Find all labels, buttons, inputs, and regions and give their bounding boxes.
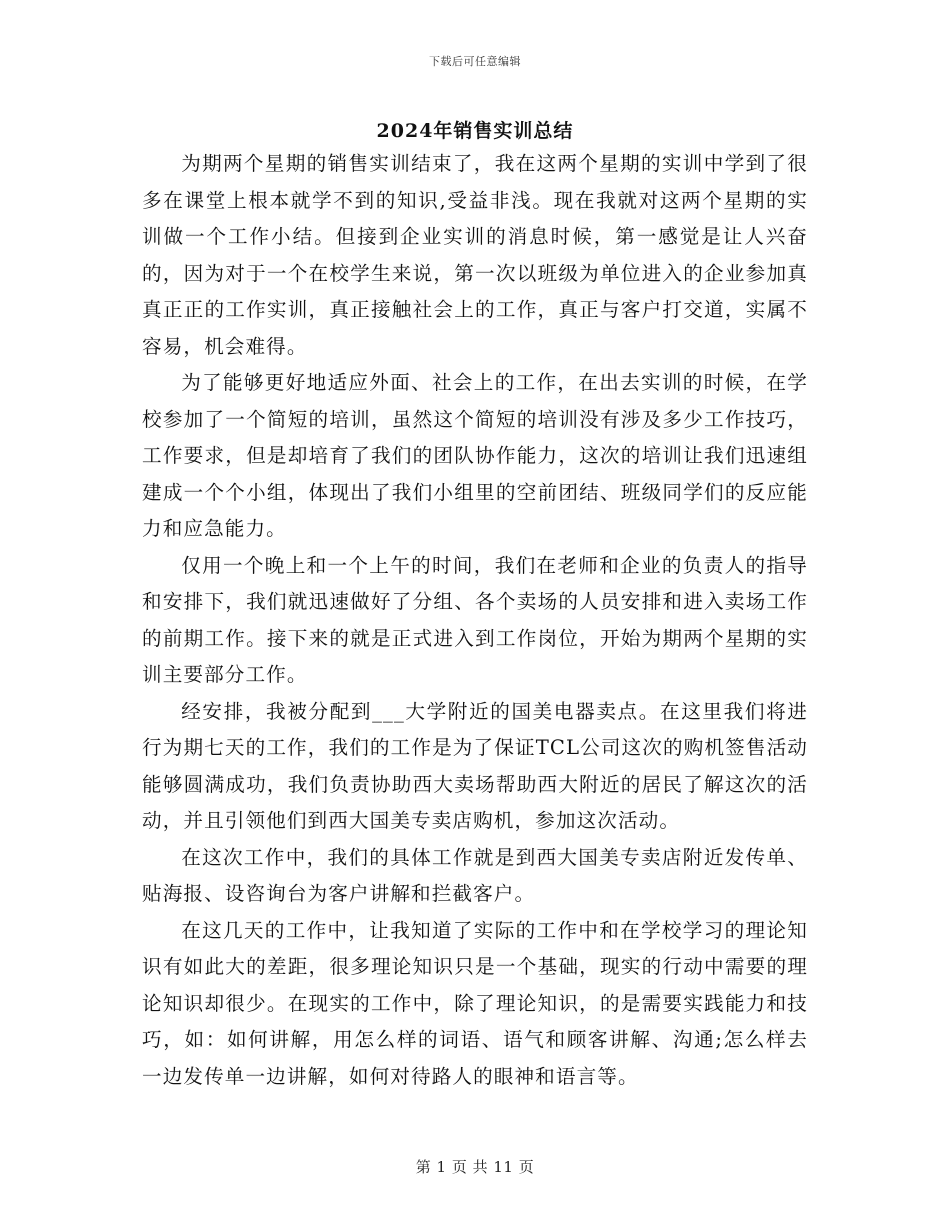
document-title: 2024年销售实训总结 [376,120,574,142]
paragraph: 为期两个星期的销售实训结束了，我在这两个星期的实训中学到了很多在课堂上根本就学不到的知识,受益非浅。现在我就对这两个星期的实训做一个工作小结。但接到企业实训的消息时候，第一感觉是让人兴奋的，因为对于一个在校学生来说，第一次以班级为单位进入的企业参加真真正正的工作实训，真正接触社会上的工作，真正与客户打交道，实属不容易，机会难得。 [142,152,808,358]
document-body [142,146,808,1095]
paragraph: 经安排，我被分配到___大学附近的国美电器卖点。在这里我们将进行为期七天的工作，我们的工作是为了保证TCL公司这次的购机签售活动能够圆满成功，我们负责协助西大卖场帮助西大附近的居民了解这次的活动，并且引领他们到西大国美专卖店购机，参加这次活动。 [142,699,808,832]
paragraph: 为了能够更好地适应外面、社会上的工作，在出去实训的时候，在学校参加了一个简短的培训，虽然这个简短的培训没有涉及多少工作技巧，工作要求，但是却培育了我们的团队协作能力，这次的培训让我们迅速组建成一个个小组，体现出了我们小组里的空前团结、班级同学们的反应能力和应急能力。 [142,371,808,540]
paragraph: 仅用一个晚上和一个上午的时间，我们在老师和企业的负责人的指导和安排下，我们就迅速做好了分组、各个卖场的人员安排和进入卖场工作的前期工作。接下来的就是正式进入到工作岗位，开始为期两个星期的实训主要部分工作。 [142,553,808,686]
page-number: 第 1 页 共 11 页 [415,1158,535,1176]
paragraph: 在这次工作中，我们的具体工作就是到西大国美专卖店附近发传单、贴海报、设咨询台为客户讲解和拦截客户。 [142,845,808,905]
paragraph: 在这几天的工作中，让我知道了实际的工作中和在学校学习的理论知识有如此大的差距，很多理论知识只是一个基础，现实的行动中需要的理论知识却很少。在现实的工作中，除了理论知识，的是需要实践能力和技巧，如：如何讲解，用怎么样的词语、语气和顾客讲解、沟通;怎么样去一边发传单一边讲解，如何对待路人的眼神和语言等。 [142,918,808,1088]
header-note: 下载后可任意编辑 [429,55,521,68]
